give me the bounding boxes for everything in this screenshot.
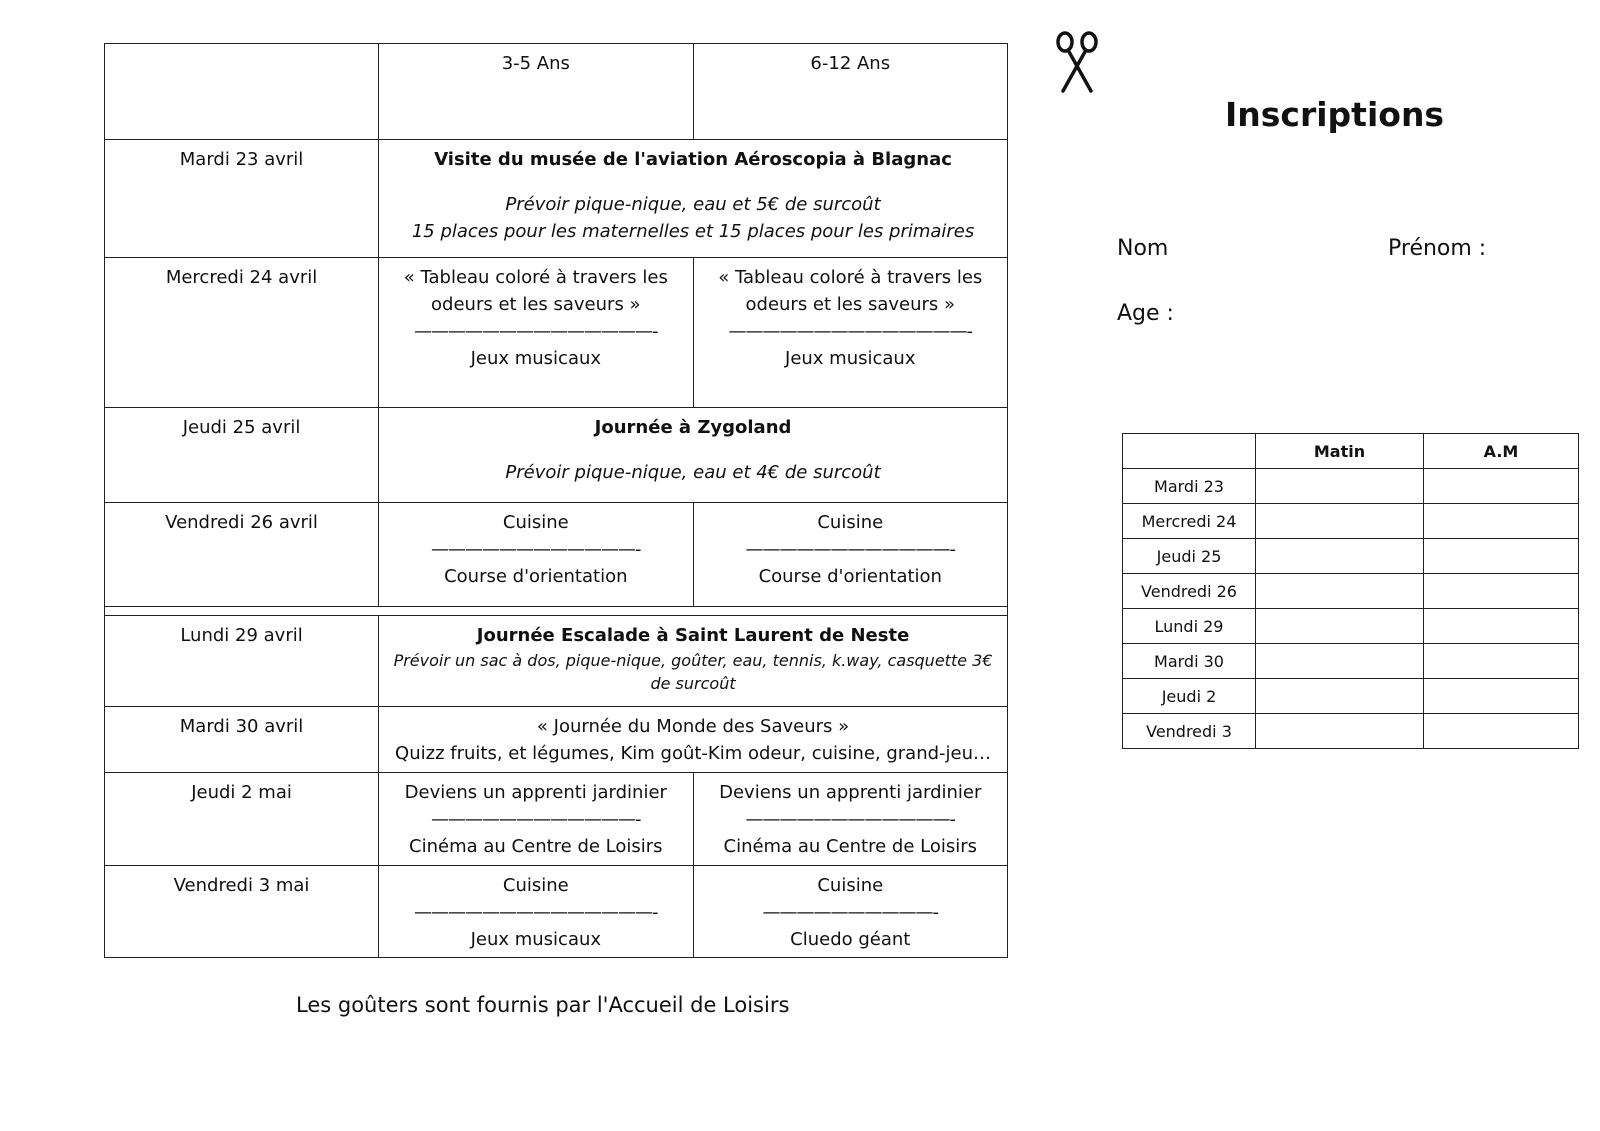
table-row — [105, 773, 1008, 866]
activity-line: Jeux musicaux — [470, 929, 602, 950]
inscription-grid — [1122, 433, 1579, 749]
am-checkbox-cell[interactable] — [1424, 714, 1579, 749]
col-am: A.M — [1424, 434, 1579, 469]
matin-checkbox-cell[interactable] — [1256, 644, 1424, 679]
footer-note: Les goûters sont fournis par l'Accueil de Loisirs — [296, 993, 790, 1017]
activity-line: Deviens un apprenti jardinier — [404, 782, 667, 803]
matin-checkbox-cell[interactable] — [1256, 609, 1424, 644]
grid-row — [1123, 574, 1579, 609]
activity-line: Course d'orientation — [444, 566, 628, 587]
activity-note: Prévoir pique-nique, eau et 5€ de surcoût — [505, 194, 881, 215]
table-row — [105, 503, 1008, 607]
activity-line: Cinéma au Centre de Loisirs — [409, 836, 663, 857]
matin-checkbox-cell[interactable] — [1256, 504, 1424, 539]
table-row — [105, 140, 1008, 258]
schedule-table — [104, 43, 1008, 958]
activity-cell — [379, 408, 1008, 503]
activity-line: « Tableau coloré à travers les — [403, 267, 668, 288]
grid-day: Mardi 23 — [1123, 469, 1256, 504]
day-cell: Mardi 23 avril — [105, 140, 379, 258]
header-3-5: 3-5 Ans — [379, 44, 693, 140]
activity-line: « Tableau coloré à travers les — [718, 267, 983, 288]
grid-corner — [1123, 434, 1256, 469]
activity-cell — [379, 616, 1008, 707]
am-checkbox-cell[interactable] — [1424, 539, 1579, 574]
table-row — [105, 616, 1008, 707]
table-row — [105, 866, 1008, 958]
matin-checkbox-cell[interactable] — [1256, 469, 1424, 504]
separator: ——————————- — [762, 902, 939, 923]
activity-title: Journée Escalade à Saint Laurent de Neste — [476, 625, 910, 646]
nom-label: Nom — [1117, 236, 1169, 261]
scissors-icon — [1055, 31, 1099, 93]
separator: ————————————- — [745, 539, 956, 560]
activity-title: Journée à Zygoland — [594, 417, 792, 438]
activity-line: Cuisine — [817, 512, 884, 533]
week-separator — [105, 607, 1008, 616]
day-cell: Jeudi 2 mai — [105, 773, 379, 866]
separator: ——————————————- — [728, 321, 973, 342]
activity-cell — [379, 707, 1008, 773]
grid-row — [1123, 469, 1579, 504]
age-label: Age : — [1117, 301, 1174, 326]
header-6-12: 6-12 Ans — [693, 44, 1007, 140]
separator: ——————————————- — [414, 902, 658, 923]
grid-row — [1123, 539, 1579, 574]
grid-row — [1123, 609, 1579, 644]
day-cell: Mercredi 24 avril — [105, 258, 379, 408]
separator: ————————————- — [431, 809, 641, 830]
activity-line: Cuisine — [502, 875, 569, 896]
activity-cell — [693, 866, 1007, 958]
grid-row — [1123, 504, 1579, 539]
grid-row — [1123, 714, 1579, 749]
matin-checkbox-cell[interactable] — [1256, 679, 1424, 714]
grid-day: Vendredi 26 — [1123, 574, 1256, 609]
separator: ——————————————- — [414, 321, 658, 342]
activity-title: Visite du musée de l'aviation Aéroscopia à Blagnac — [434, 149, 952, 170]
activity-line: Cluedo géant — [790, 929, 911, 950]
am-checkbox-cell[interactable] — [1424, 644, 1579, 679]
col-matin: Matin — [1256, 434, 1424, 469]
activity-line: Cuisine — [502, 512, 569, 533]
activity-cell — [379, 140, 1008, 258]
am-checkbox-cell[interactable] — [1424, 574, 1579, 609]
activity-cell — [379, 258, 693, 408]
activity-cell — [379, 773, 693, 866]
grid-header-row — [1123, 434, 1579, 469]
grid-day: Mardi 30 — [1123, 644, 1256, 679]
grid-row — [1123, 679, 1579, 714]
am-checkbox-cell[interactable] — [1424, 469, 1579, 504]
activity-line: odeurs et les saveurs » — [431, 294, 641, 315]
matin-checkbox-cell[interactable] — [1256, 539, 1424, 574]
prenom-label: Prénom : — [1388, 236, 1487, 261]
header-row — [105, 44, 1008, 140]
day-cell: Vendredi 26 avril — [105, 503, 379, 607]
am-checkbox-cell[interactable] — [1424, 609, 1579, 644]
matin-checkbox-cell[interactable] — [1256, 714, 1424, 749]
table-row — [105, 408, 1008, 503]
separator: ————————————- — [745, 809, 956, 830]
activity-cell — [693, 258, 1007, 408]
table-row — [105, 707, 1008, 773]
day-cell: Mardi 30 avril — [105, 707, 379, 773]
activity-line: Jeux musicaux — [470, 348, 602, 369]
day-cell: Vendredi 3 mai — [105, 866, 379, 958]
activity-line: Jeux musicaux — [785, 348, 916, 369]
matin-checkbox-cell[interactable] — [1256, 574, 1424, 609]
grid-row — [1123, 644, 1579, 679]
activity-note: Quizz fruits, et légumes, Kim goût-Kim odeur, cuisine, grand-jeu… — [395, 743, 992, 764]
grid-day: Jeudi 2 — [1123, 679, 1256, 714]
activity-note: 15 places pour les maternelles et 15 places pour les primaires — [411, 221, 975, 242]
day-cell: Jeudi 25 avril — [105, 408, 379, 503]
activity-cell — [693, 773, 1007, 866]
grid-day: Mercredi 24 — [1123, 504, 1256, 539]
activity-cell — [379, 503, 693, 607]
activity-line: Cuisine — [817, 875, 884, 896]
week-separator-row — [105, 607, 1008, 616]
activity-title: « Journée du Monde des Saveurs » — [536, 716, 850, 737]
activity-line: Deviens un apprenti jardinier — [719, 782, 982, 803]
activity-line: Cinéma au Centre de Loisirs — [723, 836, 978, 857]
grid-day: Lundi 29 — [1123, 609, 1256, 644]
day-cell: Lundi 29 avril — [105, 616, 379, 707]
grid-day: Jeudi 25 — [1123, 539, 1256, 574]
activity-note: Prévoir pique-nique, eau et 4€ de surcoût — [505, 462, 881, 483]
separator: ————————————- — [431, 539, 641, 560]
page-title: Inscriptions — [1225, 95, 1445, 134]
activity-cell — [379, 866, 693, 958]
corner-cell — [105, 44, 379, 140]
activity-line: Course d'orientation — [758, 566, 942, 587]
table-row — [105, 258, 1008, 408]
activity-cell — [693, 503, 1007, 607]
activity-line: odeurs et les saveurs » — [745, 294, 956, 315]
grid-day: Vendredi 3 — [1123, 714, 1256, 749]
am-checkbox-cell[interactable] — [1424, 679, 1579, 714]
activity-note: Prévoir un sac à dos, pique-nique, goûter, eau, tennis, k.way, casquette 3€ de surcoût — [393, 651, 993, 693]
am-checkbox-cell[interactable] — [1424, 504, 1579, 539]
